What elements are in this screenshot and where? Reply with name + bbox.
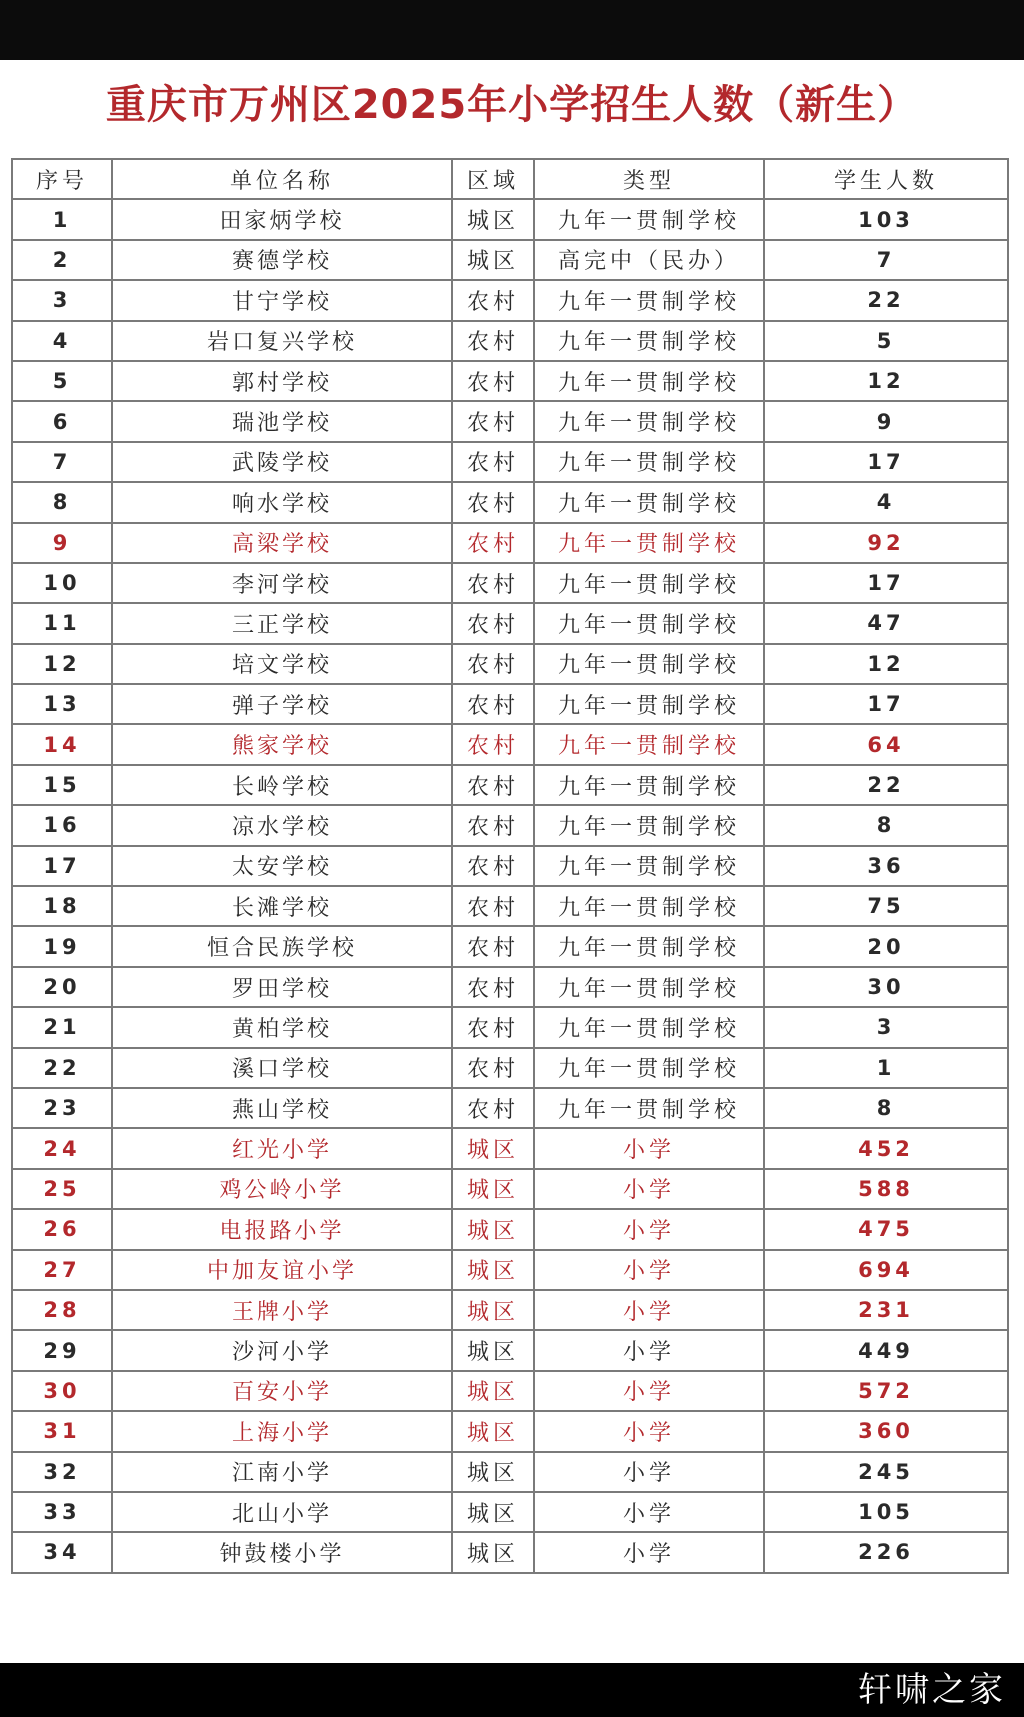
table-row <box>12 482 1008 522</box>
cell-area: 农村 <box>452 280 534 320</box>
table-row <box>12 1532 1008 1572</box>
cell-no: 5 <box>12 361 112 401</box>
table-row <box>12 442 1008 482</box>
cell-name: 罗田学校 <box>112 967 452 1007</box>
cell-count: 694 <box>764 1250 1008 1290</box>
table-row <box>12 1007 1008 1047</box>
cell-no: 30 <box>12 1371 112 1411</box>
cell-name: 王牌小学 <box>112 1290 452 1330</box>
cell-no: 26 <box>12 1209 112 1249</box>
cell-type: 小学 <box>534 1250 764 1290</box>
header-name: 单位名称 <box>112 159 452 199</box>
cell-name: 培文学校 <box>112 644 452 684</box>
cell-no: 33 <box>12 1492 112 1532</box>
cell-type: 小学 <box>534 1532 764 1572</box>
cell-type: 九年一贯制学校 <box>534 401 764 441</box>
cell-no: 4 <box>12 321 112 361</box>
cell-type: 九年一贯制学校 <box>534 523 764 563</box>
cell-count: 9 <box>764 401 1008 441</box>
table-row <box>12 563 1008 603</box>
cell-type: 九年一贯制学校 <box>534 1048 764 1088</box>
table-row <box>12 1290 1008 1330</box>
cell-count: 475 <box>764 1209 1008 1249</box>
cell-count: 8 <box>764 1088 1008 1128</box>
cell-count: 226 <box>764 1532 1008 1572</box>
cell-no: 21 <box>12 1007 112 1047</box>
cell-type: 九年一贯制学校 <box>534 482 764 522</box>
cell-name: 电报路小学 <box>112 1209 452 1249</box>
table-row <box>12 1492 1008 1532</box>
table-row <box>12 846 1008 886</box>
cell-area: 城区 <box>452 240 534 280</box>
cell-area: 农村 <box>452 1007 534 1047</box>
table-row <box>12 240 1008 280</box>
cell-no: 20 <box>12 967 112 1007</box>
cell-area: 城区 <box>452 1371 534 1411</box>
cell-no: 8 <box>12 482 112 522</box>
cell-no: 12 <box>12 644 112 684</box>
cell-area: 农村 <box>452 523 534 563</box>
cell-name: 红光小学 <box>112 1128 452 1168</box>
cell-count: 360 <box>764 1411 1008 1451</box>
cell-no: 24 <box>12 1128 112 1168</box>
cell-name: 甘宁学校 <box>112 280 452 320</box>
cell-no: 11 <box>12 603 112 643</box>
cell-no: 17 <box>12 846 112 886</box>
table-row <box>12 724 1008 764</box>
header-count: 学生人数 <box>764 159 1008 199</box>
cell-count: 36 <box>764 846 1008 886</box>
cell-name: 燕山学校 <box>112 1088 452 1128</box>
cell-name: 恒合民族学校 <box>112 926 452 966</box>
cell-name: 田家炳学校 <box>112 199 452 239</box>
cell-area: 城区 <box>452 1492 534 1532</box>
cell-area: 农村 <box>452 926 534 966</box>
cell-count: 8 <box>764 805 1008 845</box>
cell-name: 赛德学校 <box>112 240 452 280</box>
cell-type: 九年一贯制学校 <box>534 280 764 320</box>
cell-no: 18 <box>12 886 112 926</box>
table-row <box>12 1411 1008 1451</box>
table-row <box>12 603 1008 643</box>
cell-type: 小学 <box>534 1371 764 1411</box>
table-row <box>12 361 1008 401</box>
cell-count: 4 <box>764 482 1008 522</box>
table-row <box>12 1452 1008 1492</box>
cell-count: 22 <box>764 280 1008 320</box>
table-header-row <box>12 159 1008 199</box>
cell-count: 17 <box>764 442 1008 482</box>
cell-area: 城区 <box>452 1290 534 1330</box>
cell-count: 103 <box>764 199 1008 239</box>
cell-name: 长岭学校 <box>112 765 452 805</box>
table-row <box>12 1088 1008 1128</box>
cell-no: 31 <box>12 1411 112 1451</box>
cell-count: 92 <box>764 523 1008 563</box>
cell-type: 九年一贯制学校 <box>534 846 764 886</box>
cell-area: 城区 <box>452 1209 534 1249</box>
cell-area: 城区 <box>452 1169 534 1209</box>
cell-name: 高梁学校 <box>112 523 452 563</box>
header-type: 类型 <box>534 159 764 199</box>
cell-count: 30 <box>764 967 1008 1007</box>
table-row <box>12 321 1008 361</box>
cell-type: 小学 <box>534 1290 764 1330</box>
cell-count: 12 <box>764 361 1008 401</box>
cell-type: 九年一贯制学校 <box>534 442 764 482</box>
cell-name: 郭村学校 <box>112 361 452 401</box>
cell-area: 城区 <box>452 1250 534 1290</box>
cell-type: 小学 <box>534 1128 764 1168</box>
cell-type: 九年一贯制学校 <box>534 967 764 1007</box>
cell-name: 三正学校 <box>112 603 452 643</box>
cell-no: 1 <box>12 199 112 239</box>
cell-count: 588 <box>764 1169 1008 1209</box>
table-row <box>12 1250 1008 1290</box>
cell-type: 九年一贯制学校 <box>534 644 764 684</box>
watermark-text: 轩啸之家 <box>858 1670 1006 1710</box>
cell-area: 农村 <box>452 563 534 603</box>
table-row <box>12 1169 1008 1209</box>
cell-no: 22 <box>12 1048 112 1088</box>
cell-name: 钟鼓楼小学 <box>112 1532 452 1572</box>
cell-type: 九年一贯制学校 <box>534 684 764 724</box>
cell-count: 449 <box>764 1330 1008 1370</box>
table-row <box>12 765 1008 805</box>
cell-type: 九年一贯制学校 <box>534 805 764 845</box>
cell-type: 九年一贯制学校 <box>534 765 764 805</box>
cell-area: 农村 <box>452 401 534 441</box>
cell-no: 15 <box>12 765 112 805</box>
cell-count: 7 <box>764 240 1008 280</box>
cell-area: 城区 <box>452 199 534 239</box>
cell-count: 20 <box>764 926 1008 966</box>
cell-count: 1 <box>764 1048 1008 1088</box>
cell-area: 农村 <box>452 967 534 1007</box>
cell-count: 5 <box>764 321 1008 361</box>
cell-area: 农村 <box>452 846 534 886</box>
cell-count: 12 <box>764 644 1008 684</box>
cell-count: 231 <box>764 1290 1008 1330</box>
top-bar <box>0 0 1024 60</box>
cell-name: 沙河小学 <box>112 1330 452 1370</box>
cell-type: 小学 <box>534 1411 764 1451</box>
cell-type: 小学 <box>534 1209 764 1249</box>
cell-count: 105 <box>764 1492 1008 1532</box>
cell-type: 小学 <box>534 1169 764 1209</box>
cell-area: 农村 <box>452 765 534 805</box>
cell-type: 九年一贯制学校 <box>534 321 764 361</box>
cell-count: 17 <box>764 684 1008 724</box>
enrollment-table <box>11 158 1009 1574</box>
table-row <box>12 926 1008 966</box>
header-no: 序号 <box>12 159 112 199</box>
cell-count: 245 <box>764 1452 1008 1492</box>
table-body <box>12 199 1008 1572</box>
cell-no: 9 <box>12 523 112 563</box>
cell-type: 九年一贯制学校 <box>534 361 764 401</box>
table-row <box>12 1330 1008 1370</box>
cell-type: 九年一贯制学校 <box>534 603 764 643</box>
cell-name: 鸡公岭小学 <box>112 1169 452 1209</box>
cell-name: 太安学校 <box>112 846 452 886</box>
cell-count: 22 <box>764 765 1008 805</box>
cell-count: 452 <box>764 1128 1008 1168</box>
cell-area: 农村 <box>452 1088 534 1128</box>
cell-name: 溪口学校 <box>112 1048 452 1088</box>
cell-name: 凉水学校 <box>112 805 452 845</box>
cell-no: 6 <box>12 401 112 441</box>
cell-no: 2 <box>12 240 112 280</box>
cell-type: 九年一贯制学校 <box>534 1007 764 1047</box>
cell-no: 29 <box>12 1330 112 1370</box>
cell-name: 熊家学校 <box>112 724 452 764</box>
table-row <box>12 886 1008 926</box>
table-row <box>12 967 1008 1007</box>
cell-no: 19 <box>12 926 112 966</box>
cell-count: 3 <box>764 1007 1008 1047</box>
cell-no: 7 <box>12 442 112 482</box>
cell-name: 黄柏学校 <box>112 1007 452 1047</box>
cell-area: 城区 <box>452 1330 534 1370</box>
table-row <box>12 401 1008 441</box>
cell-area: 农村 <box>452 482 534 522</box>
cell-type: 九年一贯制学校 <box>534 886 764 926</box>
table-row <box>12 523 1008 563</box>
cell-no: 27 <box>12 1250 112 1290</box>
cell-name: 响水学校 <box>112 482 452 522</box>
cell-no: 28 <box>12 1290 112 1330</box>
cell-area: 城区 <box>452 1452 534 1492</box>
cell-area: 农村 <box>452 886 534 926</box>
cell-area: 农村 <box>452 442 534 482</box>
cell-no: 32 <box>12 1452 112 1492</box>
cell-type: 小学 <box>534 1492 764 1532</box>
table-row <box>12 805 1008 845</box>
cell-name: 长滩学校 <box>112 886 452 926</box>
table-row <box>12 199 1008 239</box>
cell-area: 城区 <box>452 1128 534 1168</box>
enrollment-table-container <box>11 158 1007 1574</box>
cell-area: 城区 <box>452 1532 534 1572</box>
table-row <box>12 1128 1008 1168</box>
cell-no: 34 <box>12 1532 112 1572</box>
page-title: 重庆市万州区2025年小学招生人数（新生） <box>105 82 919 128</box>
cell-no: 16 <box>12 805 112 845</box>
cell-area: 农村 <box>452 361 534 401</box>
cell-area: 农村 <box>452 805 534 845</box>
table-row <box>12 280 1008 320</box>
table-row <box>12 1209 1008 1249</box>
cell-type: 九年一贯制学校 <box>534 926 764 966</box>
cell-no: 25 <box>12 1169 112 1209</box>
cell-type: 小学 <box>534 1452 764 1492</box>
cell-name: 百安小学 <box>112 1371 452 1411</box>
cell-count: 75 <box>764 886 1008 926</box>
cell-name: 弹子学校 <box>112 684 452 724</box>
cell-type: 九年一贯制学校 <box>534 724 764 764</box>
table-row <box>12 684 1008 724</box>
cell-area: 农村 <box>452 684 534 724</box>
cell-name: 中加友谊小学 <box>112 1250 452 1290</box>
cell-name: 瑞池学校 <box>112 401 452 441</box>
cell-type: 九年一贯制学校 <box>534 199 764 239</box>
cell-type: 九年一贯制学校 <box>534 1088 764 1128</box>
cell-name: 李河学校 <box>112 563 452 603</box>
cell-name: 上海小学 <box>112 1411 452 1451</box>
cell-area: 农村 <box>452 321 534 361</box>
cell-no: 14 <box>12 724 112 764</box>
cell-area: 农村 <box>452 724 534 764</box>
cell-no: 23 <box>12 1088 112 1128</box>
table-row <box>12 1048 1008 1088</box>
cell-name: 岩口复兴学校 <box>112 321 452 361</box>
cell-count: 572 <box>764 1371 1008 1411</box>
cell-name: 江南小学 <box>112 1452 452 1492</box>
cell-no: 3 <box>12 280 112 320</box>
cell-name: 北山小学 <box>112 1492 452 1532</box>
cell-count: 17 <box>764 563 1008 603</box>
cell-count: 47 <box>764 603 1008 643</box>
cell-area: 城区 <box>452 1411 534 1451</box>
header-area: 区域 <box>452 159 534 199</box>
cell-name: 武陵学校 <box>112 442 452 482</box>
cell-count: 64 <box>764 724 1008 764</box>
table-row <box>12 644 1008 684</box>
cell-area: 农村 <box>452 644 534 684</box>
cell-no: 13 <box>12 684 112 724</box>
cell-type: 九年一贯制学校 <box>534 563 764 603</box>
cell-type: 小学 <box>534 1330 764 1370</box>
cell-area: 农村 <box>452 1048 534 1088</box>
cell-no: 10 <box>12 563 112 603</box>
table-row <box>12 1371 1008 1411</box>
cell-area: 农村 <box>452 603 534 643</box>
cell-type: 高完中（民办） <box>534 240 764 280</box>
